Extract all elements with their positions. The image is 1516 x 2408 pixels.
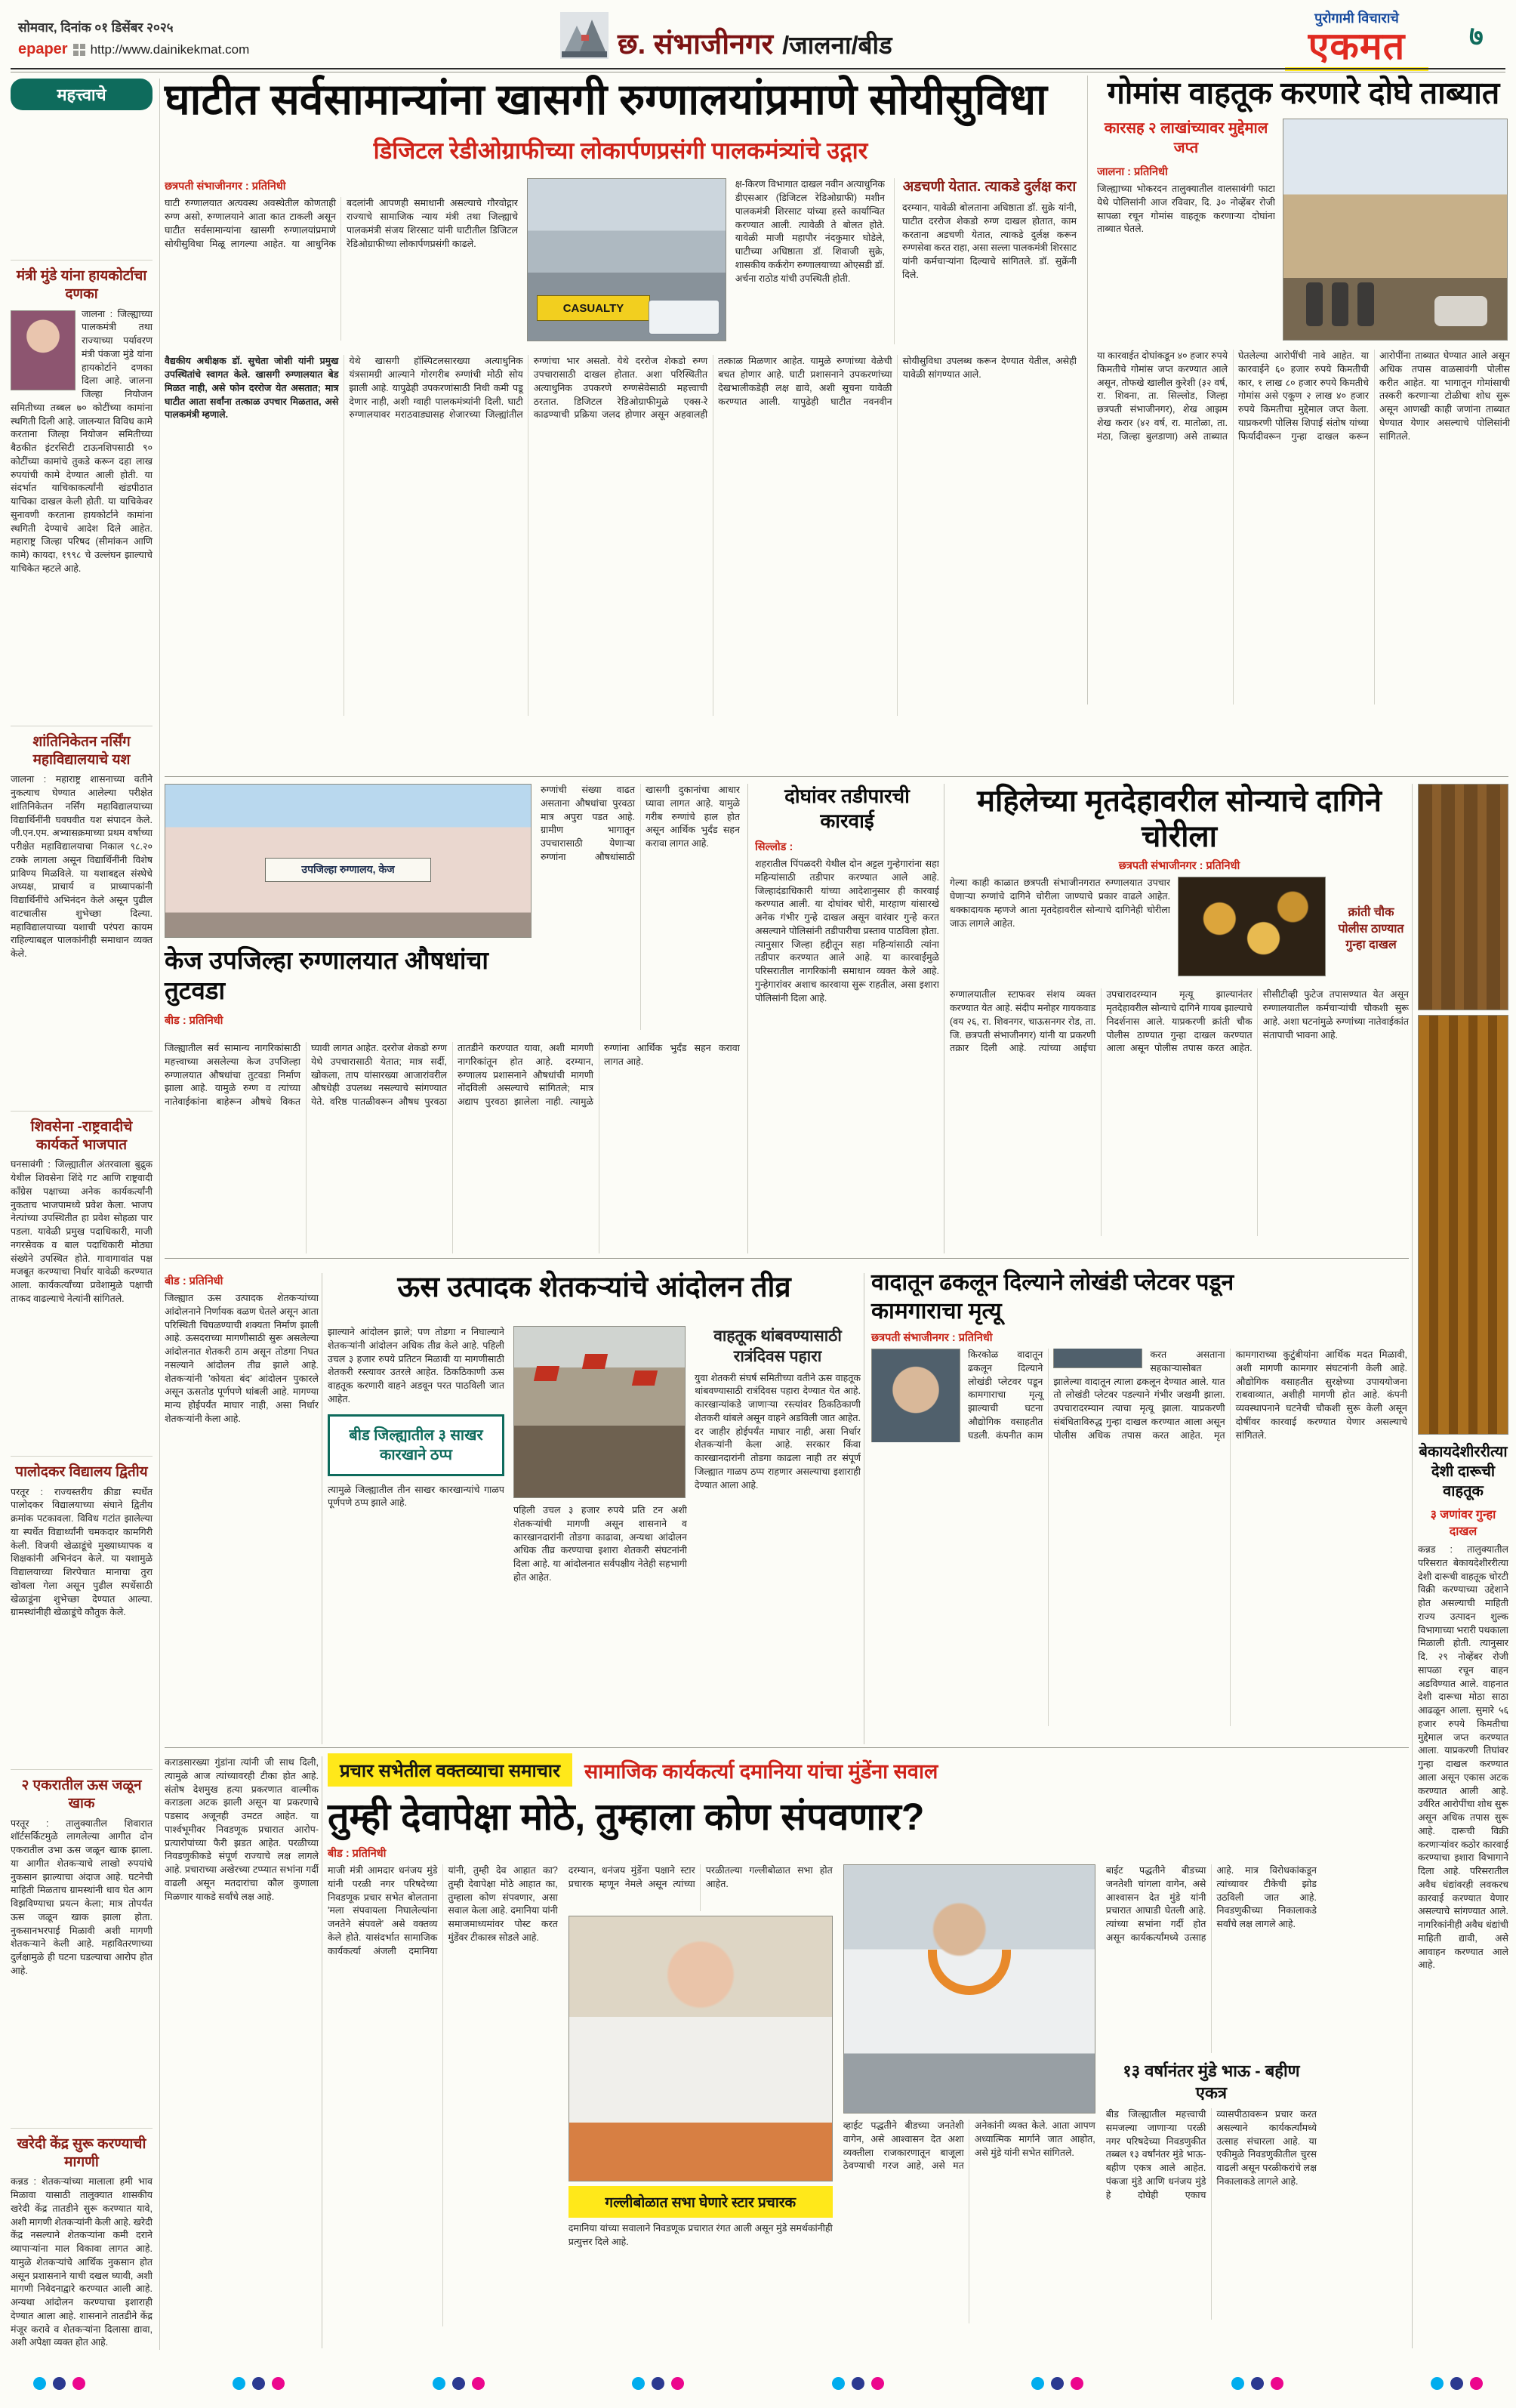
edition-logo-icon [560,12,609,59]
blue-dot [53,2377,66,2390]
lead-box-body: दरम्यान, यावेळी बोलताना अधिष्ठाता डॉ. सुक्रे यांनी, घाटीत दररोज शेकडो रुग्ण दाखल होतात, काम करताना अडचणी येतात, त्याकडे दुर्लक्ष करून रुग्णसेवा करत राहा, असा सल्ला पालकमंत्री शिरसाट यांनी कर्मचाऱ्यांना दिल्याचे सांगितले. डॉ. सुक्रेंनी दिले. [902,202,1077,280]
masthead-tagline: पुरोगामी विचाराचे [1314,11,1399,26]
kej-body: जिल्ह्यातील सर्व सामान्य नागरिकांसाठी महत्त्वाच्या असलेल्या केज उपजिल्हा रुग्णालयात औषधांचा तुटवडा निर्माण झाला आहे. यामुळे रुग्ण व त्यांच्या नातेवाईकांना बाहेरून औषधे विकत घ्यावी लागत आहेत. दररोज शेकडो रुग्ण येथे उपचारासाठी येतात; मात्र सर्दी, खोकला, ताप यांसारख्या आजारांवरील औषधेही उपलब्ध नसल्याचे सांगण्यात येते. वरिष्ठ पातळीवरून औषध पुरवठा तातडीने करण्यात यावा, अशी मागणी नागरिकांतून होत आहे. दरम्यान, रुग्णालय प्रशासनाने औषधांची मागणी नोंदविली असल्याचे सांगितले; मात्र अद्याप पुरवठा झालेला नाही. त्यामुळे रुग्णांना आर्थिक भुर्दंड सहन करावा लागत आहे. [165,1043,740,1107]
blue-dot [652,2377,664,2390]
cow-story[interactable] [1087,76,1510,705]
damania-right-col [1106,1864,1317,2326]
sugarcane-body-left: जिल्ह्यात ऊस उत्पादक शेतकऱ्यांच्या आंदोलनाने निर्णायक वळण घेतले असून आता परिस्थिती चिघळण्याची शक्यता निर्माण झाली आहे. ऊसदराच्या मागणीसाठी सुरू असलेल्या आंदोलनात शेतकरी ठाम असून तोडगा निघत नसल्याने आंदोलन तीव्र झाले आहे. शेतकऱ्यांनी 'कोयता बंद' आंदोलन पुकारले असून ऊसतोड पूर्णपणे थांबली आहे. मागण्या मान्य होईपर्यंत माघार नाही, असा निर्धार शेतकऱ्यांनी केला आहे. [165,1293,319,1424]
casualty-signboard: CASUALTY [537,295,650,321]
kej-story[interactable] [165,945,532,1031]
siblings-body: बीड जिल्ह्यातील महत्त्वाची समजल्या जाणाऱ्या परळी नगर परिषदेच्या निवडणुकीत तब्बल १३ वर्षांनंतर मुंडे भाऊ-बहीण एकत्र आले आहेत. पंकजा मुंडे आणि धनंजय मुंडे हे दोघेही एकाच व्यासपीठावरून प्रचार करत असल्याने कार्यकर्त्यांमध्ये उत्साह संचारला आहे. या एकीमुळे निवडणुकीतील चुरस वाढली असून परळीकरांचे लक्ष निकालाकडे लागले आहे. [1105,2109,1317,2200]
rail-article-text: घनसावंगी : जिल्ह्यातील अंतरवाला बुद्रुक येथील शिवसेना शिंदे गट आणि राष्ट्रवादी काँग्रेस पक्षाच्या अनेक कार्यकर्त्यांनी नुकताच भाजपामध्ये प्रवेश केला. भाजप नेत्यांच्या उपस्थितीत हा प्रवेश सोहळा पार पडला. यावेळी प्रमुख पदाधिकारी, माजी नगरसेवक व बाल पदाधिकारी मोठ्या संख्येने उपस्थित होते. गावागावांत पक्ष मजबूत करण्याचा निर्धार यावेळी करण्यात आला. कार्यकर्त्यांच्या प्रवेशामुळे पक्षाची ताकद वाढल्याचे नेत्यांनी सांगितले. [11,1159,153,1304]
magenta-dot [671,2377,684,2390]
gold-body: रुग्णालयातील स्टाफवर संशय व्यक्त करण्यात येत आहे. संदीप मनोहर गायकवाड (वय २६, रा. शिवनगर, चाऊसनगर रोड, ता. जि. छत्रपती संभाजीनगर) यांनी या प्रकरणी तक्रार दिली आहे. त्यांच्या आईचा उपचारादरम्यान मृत्यू झाल्यानंतर मृतदेहावरील सोन्याचे दागिने गायब झाल्याचे निदर्शनास आले. याप्रकरणी क्रांती चौक पोलीस ठाण्यात गुन्हा दाखल करण्यात आला असून पोलीस तपास करत आहेत. सीसीटीव्ही फुटेज तपासण्यात येत असून रुग्णालयातील कर्मचाऱ्यांची चौकशी सुरू आहे. अशा घटनांमुळे रुग्णांच्या नातेवाईकांत संतापाची भावना आहे. [950,989,1409,1054]
magenta-dot [72,2377,85,2390]
section-divider [165,1258,1409,1259]
cow-body-intro: जिल्ह्याच्या भोकरदन तालुक्यातील वालसावंगी फाटा येथे पोलिसांनी आज रविवार, दि. ३० नोव्हेंबर रोजी सापळा रचून गोमांस वाहतूक करणाऱ्या दोघांना ताब्यात घेतले. [1097,183,1275,235]
minister-portrait-photo [11,310,75,390]
cyan-dot [1431,2377,1444,2390]
magenta-dot [1470,2377,1483,2390]
sugarcane-body-mid: झाल्याने आंदोलन झाले; पण तोडगा न निघाल्याने शेतकऱ्यांनी आंदोलन अधिक तीव्र केले आहे. पहिली उचल ३ हजार रुपये प्रतिटन मिळावी या मागणीसाठी शेतकरी रस्त्यावर उतरले आहेत. ठिकठिकाणी ऊस वाहतूक करणारी वाहने अडवून परत पाठविली जात आहेत. [328,1327,504,1404]
lead-byline: छत्रपती संभाजीनगर : प्रतिनिधी [165,180,286,193]
dot-group [632,2377,684,2390]
siblings-subhead: १३ वर्षानंतर मुंडे भाऊ - बहीण एकत्र [1123,2061,1300,2102]
lead-body-3: वैद्यकीय अधीक्षक डॉ. सुचेता जोशी यांनी प्रमुख उपस्थितांचे स्वागत केले. खासगी रुग्णालयात बेड मिळत नाही, असे फोन दररोज येत असतात; मात्र घाटीत आता सर्वांना तत्काळ उपचार मिळतात, असे पालकमंत्री म्हणाले. [165,356,339,421]
lead-box-title: अडचणी येतात. त्याकडे दुर्लक्ष करा [902,179,1077,196]
gold-subhead: क्रांती चौक पोलीस ठाण्यात गुन्हा दाखल [1338,905,1404,952]
kej-hospital-photo [165,784,532,938]
munde-garland-photo [843,1864,1095,2114]
page-number: ७ [1469,20,1484,51]
worker-body: किरकोळ वादातून ढकलून दिल्याने लोखंडी प्लेटवर पडून कामगाराचा मृत्यू झाल्याची घटना औद्योगिक वसाहतीत घडली. कंपनीत काम करत असताना सहकाऱ्यासोबत झालेल्या वादातून त्याला ढकलून देण्यात आले. यात तो लोखंडी प्लेटवर पडल्याने गंभीर जखमी झाला. उपचारादरम्यान त्याचा मृत्यू झाला. याप्रकरणी संबंधिताविरुद्ध गुन्हा दाखल करण्यात आला असून पोलीस अधिक तपास करत आहेत. मृत कामगाराच्या कुटुंबीयांना आर्थिक मदत मिळावी, अशी मागणी कामगार संघटनांनी केली आहे. औद्योगिक वसाहतीत सुरक्षेच्या उपाययोजना राबवाव्यात, अशीही मागणी होत आहे. कंपनी व्यवस्थापनाने घटनेची चौकशी सुरू केली असून दोषींवर कारवाई करण्यात येणार असल्याचे सांगितले. [968,1349,1407,1441]
epaper-grid-icon [73,44,85,56]
damania-body-mid: दमानिया यांच्या सवालाने निवडणूक प्रचारात रंगत आली असून मुंडे समर्थकांनीही प्रत्युत्तर दिले आहे. [568,2223,833,2247]
sugarcane-left-col [165,1273,319,1744]
kej-hospital-signboard: उपजिल्हा रुग्णालय, केज [265,858,431,882]
tadipar-body: शहरातील पिंपळदरी येथील दोन अट्टल गुन्हेगारांना सहा महिन्यांसाठी तडीपार करण्यात आले आहे. जिल्हादंडाधिकारी यांच्या आदेशानुसार ही कारवाई करण्यात आली. या दोघांवर चोरी, मारहाण यांसारखे अनेक गंभीर गुन्हे दाखल असून वारंवार गुन्हे करत असल्याने पोलिसांनी तडीपारीचा प्रस्ताव पाठविला होता. त्यानुसार जिल्हा हद्दीतून सहा महिन्यांसाठी त्यांना तडीपार करण्यात आले आहे. या कारवाईमुळे परिसरातील नागरिकांनी समाधान व्यक्त केले आहे. गुन्हेगारांवर अशाच कारवाया सुरू राहतील, असा इशारा पोलिसांनी दिला आहे. [755,859,939,1004]
cyan-dot [433,2377,445,2390]
sugar-mills-highlight-box: बीड जिल्ह्यातील ३ साखर कारखाने ठप्प [328,1414,504,1476]
cow-dateline: जालना : प्रतिनिधी [1097,166,1168,179]
cow-seizure-photo [1283,119,1508,341]
date-line: सोमवार, दिनांक ०१ डिसेंबर २०२५ [18,20,174,35]
kej-headline: केज उपजिल्हा रुग्णालयात औषधांचा तुटवडा [165,946,488,1005]
patrol-col [695,1326,861,1743]
liquor-body: कन्नड : तालुक्यातील परिसरात बेकायदेशीररीत्या देशी दारूची वाहतूक चोरटी विक्री करण्याच्या उद्देशाने होत असल्याची माहिती राज्य उत्पादन शुल्क विभागाच्या भरारी पथकाला मिळाली होती. त्यानुसार दि. २९ नोव्हेंबर रोजी सापळा रचून वाहन अडविण्यात आले. वाहनात देशी दारूचा मोठा साठा आढळून आला. सुमारे ५६ हजार रुपये किमतीचा मुद्देमाल जप्त करण्यात आला. याप्रकरणी तिघांवर गुन्हा दाखल करण्यात आला असून एकास अटक करण्यात आली आहे. उर्वरित आरोपींचा शोध सुरू असून अधिक तपास सुरू आहे. दारूची विक्री करणाऱ्यांवर कठोर कारवाई करण्याचा इशारा विभागाने दिला आहे. परिसरातील अवैध धंद्यांवरही लवकरच कारवाई करण्यात येणार असल्याचे सांगण्यात आले. नागरिकांनीही अवैध धंद्यांची माहिती द्यावी, असे आवाहन करण्यात आले आहे. [1418,1544,1508,1971]
damania-story[interactable] [328,1753,1317,2326]
sugarcane-story[interactable] [328,1272,861,1305]
sugarcane-headline: ऊस उत्पादक शेतकऱ्यांचे आंदोलन तीव्र [397,1272,791,1303]
dot-group [1031,2377,1083,2390]
damania-headline: तुम्ही देवापेक्षा मोठे, तुम्हाला कोण संपवणार? [328,1796,925,1838]
epaper-label: epaper [18,41,68,57]
rail-article-text: जालना : जिल्ह्याच्या पालकमंत्री तथा राज्याच्या पर्यावरण मंत्री पंकजा मुंडे यांना हायकोर्टाने दणका दिला आहे. जालना जिल्हा नियोजन समितीच्या तब्बल ७० कोटींच्या कामांना स्थगिती दिली आहे. जालन्यात विविध कामे करताना जिल्हा नियोजन समितीच्या बैठकीत इंटरसिटी टाऊनशिपसाठी ९० कोटींच्या कामांचे तुकडे करून दहा लाख रुपयांची कामे देण्यात आली होती. या संदर्भात याचिकाकर्त्यांनी खंडपीठात याचिका दाखल केली होती. या याचिकेवर सुनावणी करताना हायकोर्टाने कामांना स्थगिती देण्याचे आदेश दिले आहेत. महाराष्ट्र जिल्हा परिषद (सीमांकन आणि कामे) कायदा, १९९८ चे उल्लंघन झाल्याचे याचिकेत म्हटले आहे. [11,308,153,574]
cow-body: या कारवाईत दोघांकडून ४० हजार रुपये किमतीचे गोमांस जप्त करण्यात आले असून, तोफखे खालील कुरेशी (३२ वर्ष, रा. शिवना, ता. सिल्लोड, जिल्हा छत्रपती संभाजीनगर), शेख आझम शेख करार (४२ वर्ष, रा. मातोळा, ता. मंठा, जिल्हा बुलडाणा) असे ताब्यात घेतलेल्या आरोपींची नावे आहेत. या कारवाईने ६० हजार रुपये किमतीची कार, १ लाख ८० हजार रुपये किमतीचे गोमांस असे एकूण २ लाख ४० हजार रुपये किमतीचा मुद्देमाल जप्त केला. याप्रकरणी पोलिस शिपाई संतोष यांच्या फिर्यादीवरून गुन्हा दाखल करून आरोपींना ताब्यात घेण्यात आले असून अधिक तपास वाळसावंगी पोलीस करीत आहेत. या भागातून गोमांसाची तस्करी करणाऱ्या टोळीचा शोध सुरू असून आणखी काही जणांना ताब्यात घेण्यात येणार असल्याचे पोलिसांनी सांगितले. [1097,350,1510,442]
kej-dateline: बीड : प्रतिनिधी [165,1014,223,1027]
section-divider [165,1747,1409,1748]
rail-article-title: खरेदी केंद्र सुरू करण्याची मागणी [17,2135,146,2170]
rail-article-title: मंत्री मुंडे यांना हायकोर्टाचा दणका [16,268,147,302]
rail-article-nursing[interactable] [11,726,153,961]
magenta-dot [1271,2377,1283,2390]
rail-article-title: पालोदकर विद्यालय द्वितीय [15,1463,148,1480]
header-date [18,18,249,58]
kej-body-side: रुग्णांची संख्या वाढत असताना औषधांचा पुरवठा मात्र अपुरा पडत आहे. ग्रामीण भागातून उपचारासाठी येणाऱ्या रुग्णांना औषधांसाठी खासगी दुकानांचा आधार घ्यावा लागत आहे. यामुळे गरीब रुग्णांचे हाल होत असून आर्थिक भुर्दंड सहन करावा लागत आहे. [541,785,740,862]
car-shape [1434,296,1487,326]
damania-body-top: दरम्यान, धनंजय मुंडेंना पक्षाने स्टार प्रचारक म्हणून नेमले असून त्यांच्या परळीतल्या गल्लीबोळात सभा होत आहेत. [568,1865,833,1889]
magenta-dot [871,2377,884,2390]
rail-article-text: परतूर : तालुक्यातील शिवारात शॉर्टसर्किटमुळे लागलेल्या आगीत दोन एकरातील उभा ऊस जळून खाक झाला. या आगीत शेतकऱ्याचे लाखो रुपयांचे नुकसान झाल्याचा अंदाज आहे. घटनेची माहिती मिळताच ग्रामस्थांनी धाव घेत आग विझविण्याचा प्रयत्न केला; मात्र तोपर्यंत ऊस जळून खाक झाला होता. नुकसानभरपाई मिळावी अशी मागणी शेतकऱ्याने केली आहे. महावितरणाच्या दुर्लक्षामुळे ही घटना घडल्याचा आरोप होत आहे. [11,1818,153,1976]
blue-dot [1450,2377,1463,2390]
print-registration-dots [0,2365,1516,2401]
gold-body-lead: गेल्या काही काळात छत्रपती संभाजीनगरात रुग्णालयात उपचार घेणाऱ्या रुग्णांचे दागिने चोरीला जाण्याचे प्रकार वाढले आहेत. धक्कादायक म्हणजे आता मृतदेहावरील सोन्याचे दागिनेही चोरीला जाऊ लागले आहेत. [950,877,1170,929]
lead-story[interactable] [165,76,1077,716]
cow-headline: गोमांस वाहतूक करणारे दोघे ताब्यात [1107,76,1500,110]
dot-group [1231,2377,1283,2390]
damania-body-right: बाईट पद्धतीने बीडच्या जनतेशी चांगला वागेन, असे आश्वासन देत मुंडे यांनी प्रचारात आघाडी घेतली आहे. त्यांच्या सभांना गर्दी होत असून कार्यकर्त्यांमध्ये उत्साह आहे. मात्र विरोधकांकडून त्यांच्यावर टीकेची झोड उठविली जात आहे. निवडणुकीच्या निकालाकडे सर्वांचे लक्ष लागले आहे. [1105,1865,1317,1943]
cyan-dot [1031,2377,1044,2390]
bottom-left-continued-text: कराडसारख्या गुंडांना त्यांनी जी साथ दिली, त्यामुळे आज त्यांच्यावरही टीका होत आहे. संतोष देशमुख हत्या प्रकरणात वाल्मीक कराडला अटक झाली असून या प्रकरणाचे पडसाद अजूनही उमटत आहेत. या पार्श्वभूमीवर निवडणूक प्रचारात आरोप-प्रत्यारोपांच्या फैरी झडत आहेत. परळीच्या निवडणुकीकडे संपूर्ण राज्याचे लक्ष लागले आहे. प्रचाराच्या अखेरच्या टप्प्यात सभांना गर्दी वाढली असून मतदारांचा कौल कुणाला मिळणार याकडे सर्वांचे लक्ष आहे. [165,1757,319,1902]
protest-flag [582,1354,608,1369]
damania-dateline: बीड : प्रतिनिधी [328,1848,387,1860]
garland-shape [928,1950,1011,1995]
blue-dot [852,2377,864,2390]
dot-group [233,2377,285,2390]
blue-dot [252,2377,265,2390]
liquor-headline: बेकायदेशीररीत्या देशी दारूची वाहतूक [1419,1444,1508,1500]
worker-headline: वादातून ढकलून दिल्याने लोखंडी प्लेटवर पडून कामगाराचा मृत्यू [871,1270,1234,1324]
protest-flag [632,1370,658,1386]
rail-article-body [11,308,153,576]
edition-districts: /जालना/बीड [782,31,892,60]
rail-article-title: शांतिनिकेतन नर्सिंग महाविद्यालयाचे यश [32,733,131,768]
dot-group [433,2377,485,2390]
section-divider [165,776,1508,777]
worker-byline: छत्रपती संभाजीनगर : प्रतिनिधी [871,1332,993,1344]
gold-byline: छत्रपती संभाजीनगर : प्रतिनिधी [1118,860,1240,873]
rail-article-title: २ एकरातील ऊस जळून खाक [21,1777,142,1811]
edition-name: छ. संभाजीनगर [618,29,774,60]
lead-body-row [165,178,1077,344]
damania-speaking-photo [568,1916,833,2181]
cow-left-col [1097,119,1275,341]
sugarcane-dateline: बीड : प्रतिनिधी [165,1275,223,1287]
masthead-block [1270,9,1444,71]
sugarcane-photo-col [513,1326,687,1743]
rail-article-sugarcane-fire[interactable] [11,1769,153,1978]
dot-group [33,2377,85,2390]
munde-body: व्हाईट पद्धतीने बीडच्या जनतेशी वागेन, असे आश्वासन देत अशा व्यक्तीला राजकारणातून बाजूला ठेवण्याची गरज आहे, असे मत अनेकांनी व्यक्त केले. आता आपण अध्यात्मिक मार्गाने जात आहोत, असे मुंडे यांनी सभेत सांगितले. [843,2120,1095,2172]
tadipar-dateline: सिल्लोड : [755,841,793,853]
patrol-subhead: वाहतूक थांबवण्यासाठी रात्रंदिवस पहारा [713,1327,842,1366]
lead-headline: घाटीत सर्वसामान्यांना खासगी रुग्णालयांप्रमाणे सोयीसुविधा [165,76,1047,124]
blue-dot [1251,2377,1264,2390]
lead-side-box [894,178,1077,344]
ambulance-shape [649,300,719,335]
magenta-dot [472,2377,485,2390]
rail-article-palodkar[interactable] [11,1456,153,1620]
kicker-red-text: सामाजिक कार्यकर्त्या दमानिया यांचा मुंडेंना सवाल [584,1759,938,1783]
liquor-story[interactable] [1418,784,1508,2351]
protest-photo [513,1326,686,1498]
cyan-dot [1231,2377,1244,2390]
dot-group [832,2377,884,2390]
cyan-dot [33,2377,46,2390]
column-rule [747,784,748,1253]
rail-article-text: कन्नड : शेतकऱ्यांच्या मालाला हमी भाव मिळावा यासाठी तालुक्यात शासकीय खरेदी केंद्र तातडीने सुरू करण्यात यावे, अशी मागणी शेतकऱ्यांनी केली आहे. खरेदी केंद्र नसल्याने शेतकऱ्यांना कमी दराने व्यापाऱ्यांना माल विकावा लागत आहे. यामुळे शेतकऱ्यांचे आर्थिक नुकसान होत असून प्रशासनाने याची दखल घ्यावी, अशी मागणी निवेदनाद्वारे करण्यात आली आहे. अन्यथा आंदोलन करण्याचा इशाराही देण्यात आला आहे. शासनाने तातडीने केंद्र मंजूर करावे व शेतकऱ्यांना दिलासा द्यावा, अशी अपेक्षा व्यक्त होत आहे. [11,2176,153,2348]
dot-group [1431,2377,1483,2390]
worker-story[interactable] [871,1269,1407,1726]
damania-center-col [568,1864,833,2326]
liquor-subhead: ३ जणांवर गुन्हा दाखल [1430,1509,1496,1538]
rail-article-text: जालना : महाराष्ट्र शासनाच्या वतीने नुकत्याच घेण्यात आलेल्या परीक्षेत शांतिनिकेतन नर्सिंग महाविद्यालयाच्या विद्यार्थिनींनी घवघवीत यश संपादन केले. जी.एन.एम. अभ्यासक्रमाच्या प्रथम वर्षाच्या परीक्षेत महाविद्यालयाचा निकाल ९८.२० टक्के लागला असून विद्यार्थिनींनी विशेष प्राविण्य मिळविले. या यशाबद्दल संस्थेचे अध्यक्ष, प्राचार्य व प्राध्यापकांनी विद्यार्थिनींचे अभिनंदन केले असून पुढील वाटचालीस शुभेच्छा दिल्या. महाविद्यालयाच्या यशाची परंपरा कायम राहिल्याबद्दल पालकांनीही समाधान व्यक्त केले. [11,774,153,959]
lead-hospital-photo [527,178,726,341]
gold-subhead-box [1333,877,1409,981]
damania-columns [328,1864,1317,2326]
magenta-dot [272,2377,285,2390]
left-rail [11,79,160,2350]
cow-subhead: कारसह २ लाखांच्यावर मुद्देमाल जप्त [1104,120,1268,157]
cyan-dot [832,2377,845,2390]
seized-jars-photo [1418,784,1508,1010]
damania-body-left: माजी मंत्री आमदार धनंजय मुंडे यांनी परळी नगर परिषदेच्या निवडणूक प्रचार सभेत बोलताना 'मला संपवायला निघालेल्यांना जनतेने संपवले' असे वक्तव्य केले होते. यासंदर्भात सामाजिक कार्यकर्त्या अंजली दमानिया यांनी, तुम्ही देव आहात का? तुम्ही देवापेक्षा मोठे आहात का, तुम्हाला कोण संपवणार, असा सवाल केला आहे. दमानिया यांनी समाजमाध्यमांवर पोस्ट करत मुंडेंवर टीकास्त्र सोडले आहे. [328,1865,558,1956]
lead-body-continued [165,355,1077,716]
person-figure [1306,282,1323,326]
header-rule [11,68,1505,69]
left-rail-section-title: महत्त्वाचे [11,79,153,110]
gold-ornaments-photo [1178,877,1326,976]
lead-body-4: येथे खासगी हॉस्पिटलसारख्या अत्याधुनिक यंत्रसामग्री आल्याने गोरगरीब रुग्णांची मोठी सोय झाली आहे. यापुढेही उपकरणांसाठी निधी कमी पडू देणार नाही, अशी ग्वाही पालकमंत्र्यांनी दिली. घाटी रुग्णालयावर मराठवाड्यासह शेजारच्या जिल्ह्यांतील रुग्णांचा भार असतो. येथे दररोज शेकडो रुग्ण उपचारासाठी दाखल होतात. अशा परिस्थितीत अत्याधुनिक उपकरणे रुग्णसेवेसाठी महत्त्वाची ठरतात. डिजिटल रेडिओग्राफीमुळे एक्स-रे काढण्याची प्रक्रिया जलद होणार असून अहवालही तत्काळ मिळणार आहेत. यामुळे रुग्णांच्या वेळेची बचत होणार आहे. घाटी प्रशासनाने उपकरणांच्या देखभालीकडेही लक्ष द्यावे, अशी सूचना यावेळी करण्यात आली. यापुढेही घाटीत नवनवीन सोयीसुविधा उपलब्ध करून देण्यात येतील, असेही यावेळी सांगण्यात आले. [349,356,1077,421]
sugarcane-body-mid2: त्यामुळे जिल्ह्यातील तीन साखर कारखान्यांचे गाळप पूर्णपणे ठप्प झाले आहे. [328,1484,504,1509]
rail-article-bjp-entry[interactable] [11,1111,153,1306]
blue-dot [1051,2377,1064,2390]
gold-headline: महिलेच्या मृतदेहावरील सोन्याचे दागिने चोरीला [977,785,1382,854]
edition-block [560,12,892,59]
person-figure [1357,282,1374,326]
lead-subhead: डिजिटल रेडीओग्राफीच्या लोकार्पणप्रसंगी पालकमंत्र्यांचे उद्गार [373,137,868,165]
lead-body-1: घाटी रुग्णालयात अत्यवस्थ अवस्थेतील कोणताही रुग्ण असो, रुग्णालयाने आता कात टाकली असून घाटीत सर्वसामान्यांना खासगी रुग्णालयांप्रमाणे सोयीसुविधा मिळू लागल्या आहेत. या आधुनिक बदलांनी आपणही समाधानी असल्याचे गौरवोद्गार राज्याचे सामाजिक न्याय मंत्री तथा जिल्ह्याचे पालकमंत्री संजय शिरसाट यांनी घाटीतील डिजिटल रेडिओग्राफीच्या लोकार्पणप्रसंगी काढले. [165,198,518,249]
cow-top-row [1097,119,1510,341]
cyan-dot [233,2377,245,2390]
kicker-row [328,1753,1317,1787]
sugarcane-mid-col [328,1326,504,1743]
rail-article-kharedi-kendra[interactable] [11,2128,153,2350]
star-pracharak-caption: गल्लीबोळात सभा घेणारे स्टार प्रचारक [568,2186,833,2218]
patrol-body: युवा शेतकरी संघर्ष समितीच्या वतीने ऊस वाहतूक थांबवण्यासाठी रात्रंदिवस पहारा देण्यात येत आहे. कारखान्यांकडे जाणाऱ्या रस्त्यांवर ठिकठिकाणी शेतकरी थांबले असून वाहने अडविली जात आहेत. दर जाहीर होईपर्यंत माघार नाही, असा निर्धार शेतकऱ्यांनी केला आहे. सरकार किंवा कारखानदारांनी तोडगा काढला नाही तर संपूर्ण जिल्ह्यात गाळप ठप्प राहणार असल्याचा इशाराही देण्यात आला आहे. [695,1372,861,1491]
epaper-url-link[interactable]: http://www.dainikekmat.com [90,42,250,57]
rail-article-title: शिवसेना -राष्ट्रवादीचे कार्यकर्ते भाजपात [30,1118,133,1153]
person-figure [1332,282,1348,326]
gold-top-row [950,877,1409,981]
blue-dot [452,2377,465,2390]
lead-body-2: क्ष-किरण विभागात दाखल नवीन अत्याधुनिक डीएसआर (डिजिटल रेडिओग्राफी) मशीन पालकमंत्री शिरसाट यांच्या हस्ते कार्यान्वित करण्यात आली. त्यावेळी ते बोलत होते. यावेळी माजी महापौर नंदकुमार घोडेले, घाटीच्या अधिष्ठाता डॉ. शिवाजी सुक्रे, शासकीय कर्करोग रुग्णालयाच्या ओएसडी डॉ. अर्चना राठोड यांची उपस्थिती होती. [735,179,885,284]
munde-col [843,1864,1095,2326]
rail-article-text: परतूर : राज्यस्तरीय क्रीडा स्पर्धेत पालोदकर विद्यालयाच्या संघाने द्वितीय क्रमांक पटकावला. विविध गटांत झालेल्या या स्पर्धेत विद्यार्थ्यांनी चमकदार कामगिरी केली. विजयी खेळाडूंचे मुख्याध्यापक व शिक्षकांनी अभिनंदन केले. या यशामुळे विद्यालयाच्या शिरपेचात मानाचा तुरा खोवला गेला असून पुढील स्पर्धेसाठी खेळाडूंना शुभेच्छा देण्यात आल्या. ग्रामस्थांनीही खेळाडूंचे कौतुक केले. [11,1486,153,1618]
tadipar-headline: दोघांवर तडीपारची कारवाई [784,785,910,832]
liquor-bottles-photo [1418,1015,1508,1435]
worker-body-wrap [871,1349,1407,1726]
magenta-dot [1071,2377,1083,2390]
column-rule [1412,784,1413,2348]
lead-body-col-a [165,178,518,344]
tadipar-story[interactable] [755,784,939,1253]
sugarcane-photo-below: पहिली उचल ३ हजार रुपये प्रति टन अशी शेतकऱ्यांची मागणी असून शासनाने व कारखानदारांनी तोडगा काढावा, अन्यथा आंदोलन अधिक तीव्र करण्याचा इशारा शेतकरी संघटनांनी दिला आहे. या आंदोलनात सर्वपक्षीय नेतेही सहभागी होत आहेत. [513,1505,687,1583]
gold-theft-story[interactable] [950,784,1409,1236]
kicker-yellow-label: प्रचार सभेतील वक्तव्याचा समाचार [328,1753,572,1787]
masthead-title: एकमत [1308,25,1406,67]
cyan-dot [632,2377,645,2390]
rail-article-munde-hc[interactable] [11,260,153,576]
protest-flag [534,1366,559,1381]
